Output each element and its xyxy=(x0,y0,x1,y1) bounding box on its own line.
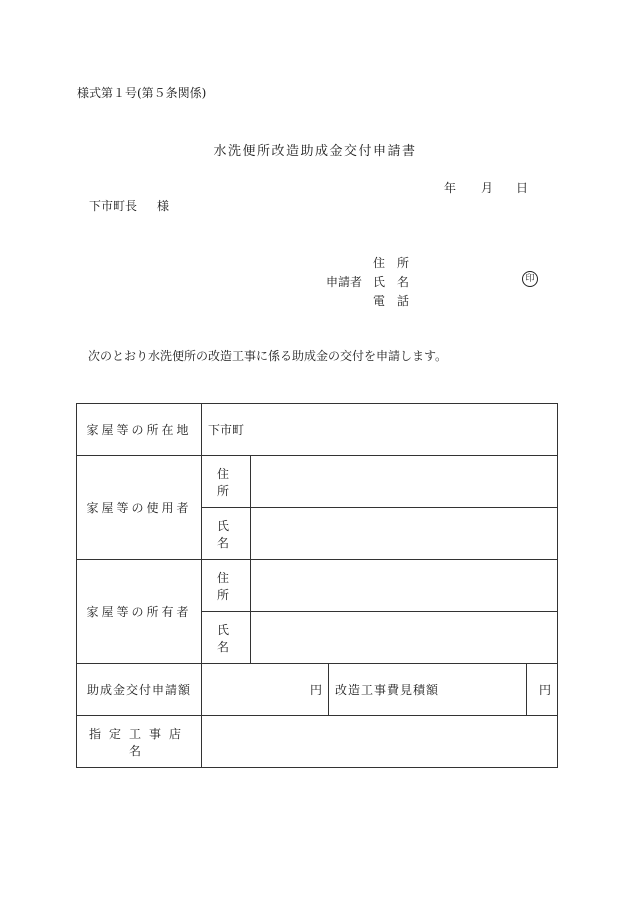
lead-text: 次のとおり水洗便所の改造工事に係る助成金の交付を申請します。 xyxy=(88,349,448,363)
estimate-label: 改造工事費見積額 xyxy=(329,664,527,716)
form-number: 様式第１号(第５条関係) xyxy=(77,86,207,100)
user-address-field[interactable] xyxy=(251,456,558,508)
date-day-label: 日 xyxy=(516,181,529,195)
table-row xyxy=(77,456,558,508)
house-location-value[interactable]: 下市町 xyxy=(202,404,558,456)
table-row xyxy=(77,716,558,768)
house-owner-label: 家屋等の所有者 xyxy=(77,560,202,664)
table-row xyxy=(77,664,558,716)
seal-mark: 印 xyxy=(522,271,538,287)
applicant-phone-label: 電 話 xyxy=(373,294,410,308)
application-table xyxy=(76,403,558,768)
estimate-field[interactable] xyxy=(527,664,558,716)
owner-address-field[interactable] xyxy=(251,560,558,612)
grant-amount-label: 助成金交付申請額 xyxy=(77,664,202,716)
applicant-address-label: 住 所 xyxy=(373,256,410,270)
table-row xyxy=(77,560,558,612)
date-year-label: 年 xyxy=(444,181,457,195)
table-row xyxy=(77,404,558,456)
addressee-honorific: 様 xyxy=(157,199,170,213)
owner-name-field[interactable] xyxy=(251,612,558,664)
applicant-name-label: 氏 名 xyxy=(373,275,410,289)
user-name-field[interactable] xyxy=(251,508,558,560)
owner-name-label: 氏 名 xyxy=(202,612,251,664)
estimate-yen: 円 xyxy=(539,683,552,697)
grant-amount-field[interactable] xyxy=(202,664,329,716)
addressee: 下市町長 xyxy=(89,199,138,213)
user-address-label: 住 所 xyxy=(202,456,251,508)
house-user-label: 家屋等の使用者 xyxy=(77,456,202,560)
owner-address-label: 住 所 xyxy=(202,560,251,612)
user-name-label: 氏 名 xyxy=(202,508,251,560)
contractor-label: 指定工事店名 xyxy=(77,716,202,768)
applicant-label: 申請者 xyxy=(326,275,363,289)
contractor-field[interactable] xyxy=(202,716,558,768)
grant-amount-yen: 円 xyxy=(309,683,322,697)
date-month-label: 月 xyxy=(481,181,494,195)
house-location-label: 家屋等の所在地 xyxy=(77,404,202,456)
document-title: 水洗便所改造助成金交付申請書 xyxy=(213,144,417,159)
